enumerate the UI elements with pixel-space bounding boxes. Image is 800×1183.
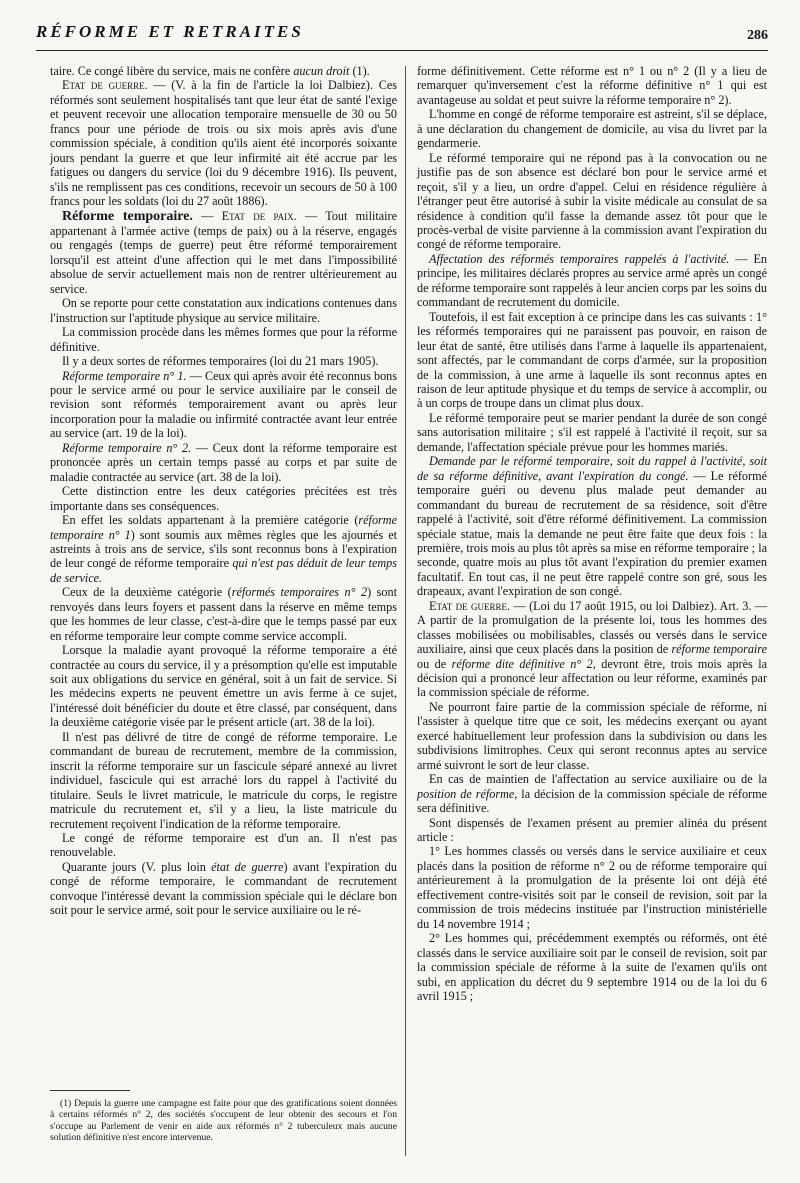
paragraph: taire. Ce congé libère du service, mais ne confère aucun droit (1). bbox=[50, 64, 370, 78]
paragraph: 2° Les hommes qui, précédemment exemptés ou réformés, ont été classés dans le service auxiliaire soit par le conseil de revision, soit par la commission spéciale de réforme à la suite de l'examen qu'ils ont subi, en application du décret du 9 septembre 1914 ou de la loi du 6 avril 1915 ; bbox=[417, 931, 767, 1003]
paragraph: La commission procède dans les mêmes formes que pour la réforme définitive. bbox=[50, 325, 397, 354]
section-heading-paragraph: Réforme temporaire. — Etat de paix. — Tout militaire appartenant à l'armée active (temps de paix) ou à la réserve, engagés ou rengagés (temps de guerre) peut être réformé temporairement lorsqu'il est atteint d'une affection qui le met dans l'impossibilité absolue de servir actuellement mais non de rentrer ultérieurement au service. bbox=[50, 208, 397, 296]
paragraph: forme définitivement. Cette réforme est n° 1 ou n° 2 (Il y a lieu de remarquer qu'inversement c'est la réforme définitive n° 1 qui est avantageuse au soldat et peut suivre la réforme temporaire n° 2). bbox=[417, 64, 767, 107]
page-number: 286 bbox=[747, 28, 768, 43]
paragraph: Sont dispensés de l'examen présent au premier alinéa du présent article : bbox=[417, 815, 767, 845]
paragraph: Le réformé temporaire peut se marier pendant la durée de son congé sans autorisation militaire ; s'il est rappelé à l'activité il reçoit, sur sa demande, l'affectation spéciale prévue pour les hommes mariés. bbox=[417, 410, 767, 454]
paragraph: Ne pourront faire partie de la commission spéciale de réforme, ni l'assister à quelque titre que ce soit, les médecins exerçant ou ayant exercé habituellement leur profession dans la subdivision ou dans les subdivisions limitrophes. Ceux qui seront reconnus aptes au service armé suivront le sort de leur classe. bbox=[417, 699, 767, 772]
paragraph: Toutefois, il est fait exception à ce principe dans les cas suivants : 1° les réformés temporaires qui ne paraissent pas pouvoir, en raison de leur état de santé, être utilisés dans l'arme à laquelle ils appartenaient, sont affectés, par le commandant de corps d'armée, sur la proposition de la commission, à une arme à laquelle ils sont reconnus aptes en raison de leur aptitude physique et du temps de service à accomplir, ou à un corps de troupe dans un climat plus doux. bbox=[417, 309, 767, 411]
paragraph: Etat de guerre. — (V. à la fin de l'article la loi Dalbiez). Ces réformés sont seulement hospitalisés tant que leur état de santé l'exige et peuvent recevoir une allocation temporaire mensuelle de 30 ou 50 francs pour une période de trois ou six mois après avis d'une commission spéciale, à condition qu'ils aient été incorporés soixante jours pendant la guerre et que leur infirmité ait été accrue par les fatigues ou dangers du service (loi du 9 décembre 1916). Ils peuvent, s'ils ne remplissent pas ces conditions, recevoir un secours de 50 à 100 francs pour les soldats (loi du 27 août 1886). bbox=[50, 78, 397, 209]
paragraph: Ceux de la deuxième catégorie (réformés temporaires n° 2) sont renvoyés dans leurs foyers et passent dans la réserve en même temps que les hommes de leur classe, c'est-à-dire que le temps passé par eux en réforme temporaire leur compte comme service accompli. bbox=[50, 585, 398, 643]
paragraph: Demande par le réformé temporaire, soit du rappel à l'activité, soit de sa réforme définitive, avant l'expiration du congé. — Le réformé temporaire guéri ou devenu plus malade peut demander au commandant du bureau de recrutement de sa résidence, soit d'être rappelé à l'activité, soit d'être réformé définitivement. La commission spéciale statue, mais la demande ne peut être faite que deux fois : la première, trois mois au plus tôt après sa mise en réforme temporaire ; la seconde, quatre mois au plus tôt avant l'expiration du premier examen facultatif. En tout cas, il ne peut être rappelé contre son gré, sous les drapeaux, avant l'expiration de son congé. bbox=[417, 454, 767, 599]
paragraph: Affectation des réformés temporaires rappelés à l'activité. — En principe, les militaires déclarés propres au service armé après un congé de réforme temporaire sont rappelés à leur ancien corps par les soins du commandant de recrutement du domicile. bbox=[417, 251, 767, 310]
right-column bbox=[417, 64, 767, 1159]
paragraph: En effet les soldats appartenant à la première catégorie (réforme temporaire n° 1) sont soumis aux mêmes règles que les ajournés et astreints à trois ans de service, s'ils sont reconnus bons à l'expiration de leur congé de réforme temporaire qui n'est pas déduit de leur temps de service. bbox=[50, 513, 397, 585]
paragraph: Cette distinction entre les deux catégories précitées est très importante dans ses conséquences. bbox=[50, 484, 397, 513]
paragraph: En cas de maintien de l'affectation au service auxiliaire ou de la position de réforme, la décision de la commission spéciale de réforme sera définitive. bbox=[417, 772, 767, 816]
column-separator bbox=[405, 66, 406, 1156]
running-title: RÉFORME ET RETRAITES bbox=[36, 22, 304, 41]
running-header bbox=[36, 20, 768, 51]
paragraph: Lorsque la maladie ayant provoqué la réforme temporaire a été contractée au cours du service, il y a présomption qu'elle est imputable soit aux obligations du service en général, soit à un fait de service. Si les médecins experts ne peuvent émettre un avis ferme à ce sujet, l'intéressé doit bénéficier du doute et être classé, par conséquent, dans la deuxième catégorie visée par le présent article (art. 38 de la loi). bbox=[50, 643, 397, 730]
paragraph: Réforme temporaire n° 2. — Ceux dont la réforme temporaire est prononcée après un certain temps passé au corps et par suite de maladie contractée au service (art. 38 de la loi). bbox=[50, 440, 397, 484]
footnote: (1) Depuis la guerre une campagne est faite pour que des gratifications soient données à certains réformés n° 2, des sociétés s'occupent de leur obtenir des secours et l'on s'occupe au Parlement de venir en aide aux réformés n° 2 tuberculeux mais aucune solution définitive n'est encore intervenue. bbox=[50, 1098, 397, 1143]
paragraph: 1° Les hommes classés ou versés dans le service auxiliaire et ceux placés dans la position de réforme n° 2 ou de réforme temporaire qui antérieurement à la promulgation de la présente loi ont déjà été effectivement contre-visités soit par le conseil de revision, soit par la commission de trois médecins instituée par l'instruction ministérielle du 14 novembre 1914 ; bbox=[417, 844, 767, 931]
paragraph: Réforme temporaire n° 1. — Ceux qui après avoir été reconnus bons pour le service armé ou pour le service auxiliaire par le conseil de revision sont réformés temporairement avant ou après leur incorporation pour la maladie ou infirmité contractée avant leur entrée au service (art. 19 de la loi). bbox=[50, 368, 398, 441]
left-column bbox=[50, 64, 397, 1094]
paragraph: Il n'est pas délivré de titre de congé de réforme temporaire. Le commandant de bureau de recrutement, membre de la commission, inscrit la réforme temporaire sur un fascicule séparé annexé au livret individuel, fascicule qui est arraché lors du rappel à l'activité du titulaire. Seuls le livret matricule, le matricule du corps, le registre matricule du recrutement et, s'il y a lieu, la liste matricule du recrutement reçoivent l'indication de la réforme temporaire. bbox=[50, 729, 397, 831]
paragraph: Le réformé temporaire qui ne répond pas à la convocation ou ne justifie pas de son absence est déclaré bon pour le service armé et reçoit, s'il y a lieu, un ordre d'appel. Celui en résidence régulière à l'étranger peut être autorisé à subir la visite médicale au consulat de sa résidence à condition qu'il fasse la demande assez tôt pour que le procès-verbal de visite parvienne à la commission avant l'expiration du congé de réforme temporaire. bbox=[417, 150, 767, 252]
paragraph: Le congé de réforme temporaire est d'un an. Il n'est pas renouvelable. bbox=[50, 831, 397, 860]
paragraph: L'homme en congé de réforme temporaire est astreint, s'il se déplace, à une déclaration du changement de domicile, au visa du livret par la gendarmerie. bbox=[417, 107, 767, 151]
paragraph: On se reporte pour cette constatation aux indications contenues dans l'instruction sur l'aptitude physique au service militaire. bbox=[50, 296, 397, 325]
footnote-rule bbox=[50, 1090, 130, 1091]
paragraph: Etat de guerre. — (Loi du 17 août 1915, ou loi Dalbiez). Art. 3. — A partir de la promulgation de la présente loi, tous les hommes des classes mobilisées ou mobilisables, classés ou versés dans le service auxiliaire, ainsi que ceux placés dans la position de réforme temporaire ou de réforme dite définitive n° 2, devront être, trois mois après la décision qui a prononcé leur affectation ou leur réforme, examinés par la commission spéciale de réforme. bbox=[417, 598, 768, 700]
paragraph: Il y a deux sortes de réformes temporaires (loi du 21 mars 1905). bbox=[62, 354, 379, 369]
paragraph: Quarante jours (V. plus loin état de guerre) avant l'expiration du congé de réforme temporaire, le commandant de recrutement convoque l'intéressé devant la commission spéciale qui le déclare bon soit pour le service armé, soit pour le service auxiliaire ou le ré- bbox=[50, 859, 397, 918]
